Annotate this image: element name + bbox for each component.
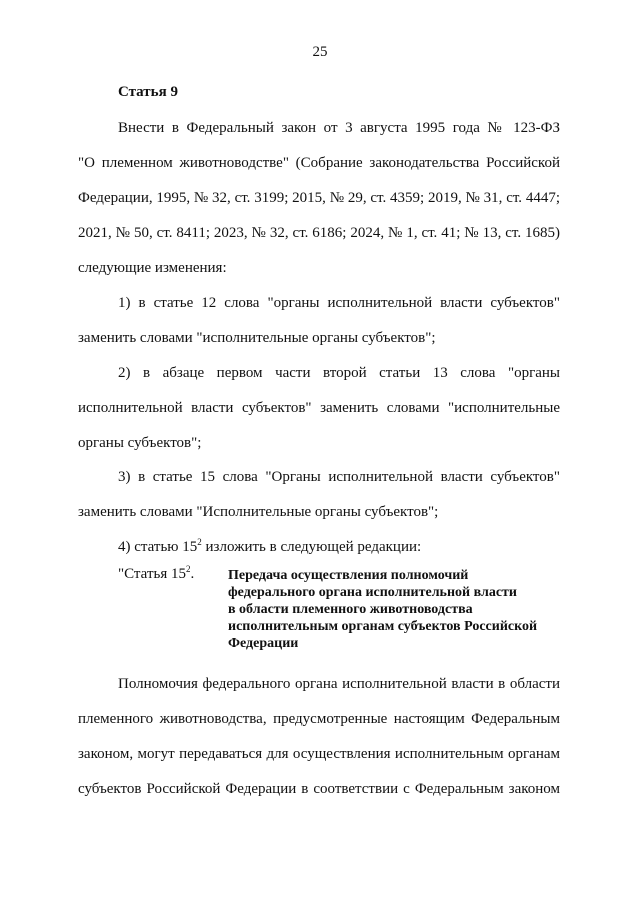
intro-line: следующие изменения:	[78, 260, 227, 276]
item-3-line: 3) в статье 15 слова "Органы исполнительной власти субъектов"	[118, 469, 560, 485]
item-1-line: заменить словами "исполнительные органы субъектов";	[78, 330, 436, 346]
article-title-line: исполнительным органам субъектов Российской	[228, 619, 538, 634]
body-line: субъектов Российской Федерации в соответствии с Федеральным законом	[78, 781, 560, 797]
item-2-line: исполнительной власти субъектов" заменить словами "исполнительные	[78, 400, 560, 416]
intro-line: 2021, № 50, ст. 8411; 2023, № 32, ст. 6186; 2024, № 1, ст. 41; № 13, ст. 1685)	[78, 225, 560, 241]
article-label-superscript: 2	[185, 564, 191, 574]
article-label-dot: .	[190, 566, 195, 582]
body-line: племенного животноводства, предусмотренные настоящим Федеральным	[78, 711, 560, 727]
item-4-text: 4) статью 15	[118, 539, 198, 555]
item-4-line	[118, 538, 560, 556]
article-title-line: Передача осуществления полномочий	[228, 568, 469, 583]
article-label-text: "Статья 15	[118, 566, 186, 582]
article-title-line: федерального органа исполнительной власти	[228, 585, 517, 600]
article-title-line: в области племенного животноводства	[228, 602, 473, 617]
intro-line: "О племенном животноводстве" (Собрание законодательства Российской	[78, 155, 560, 171]
item-2-line: органы субъектов";	[78, 435, 202, 451]
article-title-line: Федерации	[228, 636, 299, 651]
body-line: Полномочия федерального органа исполнительной власти в области	[118, 676, 560, 692]
article-title	[228, 567, 568, 652]
item-3-line: заменить словами "Исполнительные органы субъектов";	[78, 504, 439, 520]
item-1-line: 1) в статье 12 слова "органы исполнительной власти субъектов"	[118, 295, 560, 311]
item-4-text-after: изложить в следующей редакции:	[201, 539, 422, 555]
item-2-line: 2) в абзаце первом части второй статьи 13 слова "органы	[118, 365, 560, 381]
article-label	[118, 566, 194, 583]
body-line: законом, могут передаваться для осуществления исполнительным органам	[78, 746, 560, 762]
item-4-superscript: 2	[197, 537, 202, 547]
intro-line: Внести в Федеральный закон от 3 августа 1995 года № 123-ФЗ	[118, 120, 560, 136]
intro-line: Федерации, 1995, № 32, ст. 3199; 2015, № 29, ст. 4359; 2019, № 31, ст. 4447;	[78, 190, 560, 206]
article-heading: Статья 9	[118, 84, 178, 100]
page-number: 25	[312, 44, 328, 60]
